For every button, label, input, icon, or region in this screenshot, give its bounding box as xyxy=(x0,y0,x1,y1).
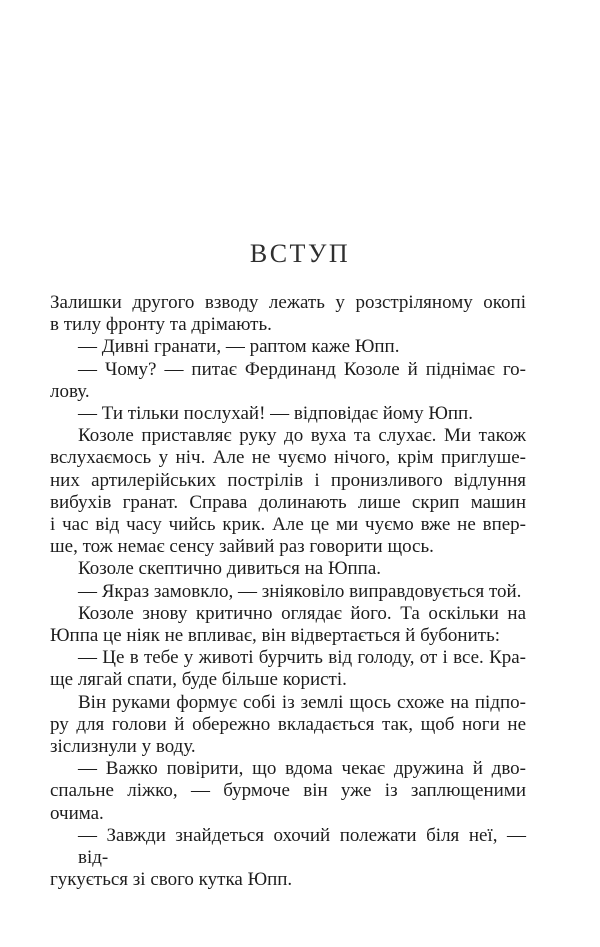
text-block xyxy=(50,292,526,891)
text-line: них артилерійських пострілів і пронизливого відлуння xyxy=(50,469,526,491)
paragraph xyxy=(50,758,526,825)
paragraph xyxy=(50,581,526,603)
paragraph xyxy=(50,558,526,580)
text-line: вслухаємось у ніч. Але не чуємо нічого, крім приглуше- xyxy=(50,447,526,469)
chapter-heading: ВСТУП xyxy=(249,239,351,268)
text-line: очима. xyxy=(50,802,104,824)
paragraph xyxy=(50,403,526,425)
text-line: — Важко повірити, що вдома чекає дружина й дво- xyxy=(78,758,526,780)
text-line: — Завжди знайдеться охочий полежати біля неї, — від- xyxy=(78,824,526,869)
text-line: Козоле приставляє руку до вуха та слухає. Ми також xyxy=(78,425,526,447)
text-line: — Ти тільки послухай! — відповідає йому Юпп. xyxy=(78,403,473,425)
text-line: Залишки другого взводу лежать у розстріляному окопі xyxy=(50,292,526,313)
text-line: ру для голови й обережно вкладається так, щоб ноги не xyxy=(50,713,526,735)
text-line: Юппа це ніяк не впливає, він відвертається й бубонить: xyxy=(50,625,501,647)
text-line: і час від часу чийсь крик. Але це ми чуємо вже не впер- xyxy=(50,514,526,536)
paragraph xyxy=(50,825,526,892)
text-line: спальне ліжко, — бурмоче він уже із заплющеними xyxy=(50,780,526,802)
paragraph xyxy=(50,425,526,558)
text-line: гукується зі свого кутка Юпп. xyxy=(50,869,293,891)
paragraph xyxy=(50,292,526,336)
text-line: лову. xyxy=(50,380,90,402)
text-line: Козоле знову критично оглядає його. Та оскільки на xyxy=(78,602,526,624)
text-line: — Це в тебе у животі бурчить від голоду, от і все. Кра- xyxy=(78,647,526,669)
paragraph xyxy=(50,647,526,691)
text-line: Він руками формує собі із землі щось схоже на підпо- xyxy=(78,691,526,713)
paragraph xyxy=(50,359,526,403)
text-line: ше, тож немає сенсу зайвий раз говорити щось. xyxy=(50,536,434,558)
text-line: вибухів гранат. Справа долинають лише скрип машин xyxy=(50,491,526,513)
text-line: в тилу фронту та дрімають. xyxy=(50,314,272,336)
text-line: — Чому? — питає Фердинанд Козоле й піднімає го- xyxy=(78,358,526,380)
text-line: — Дивні гранати, — раптом каже Юпп. xyxy=(78,336,400,358)
paragraph xyxy=(50,603,526,647)
text-line: ще лягай спати, буде більше користі. xyxy=(50,669,347,691)
text-line: Козоле скептично дивиться на Юппа. xyxy=(78,558,382,580)
paragraph xyxy=(50,692,526,759)
paragraph xyxy=(50,336,526,358)
text-line: — Якраз замовкло, — зніяковіло виправдовується той. xyxy=(78,580,522,602)
text-line: зіслизнули у воду. xyxy=(50,736,196,758)
